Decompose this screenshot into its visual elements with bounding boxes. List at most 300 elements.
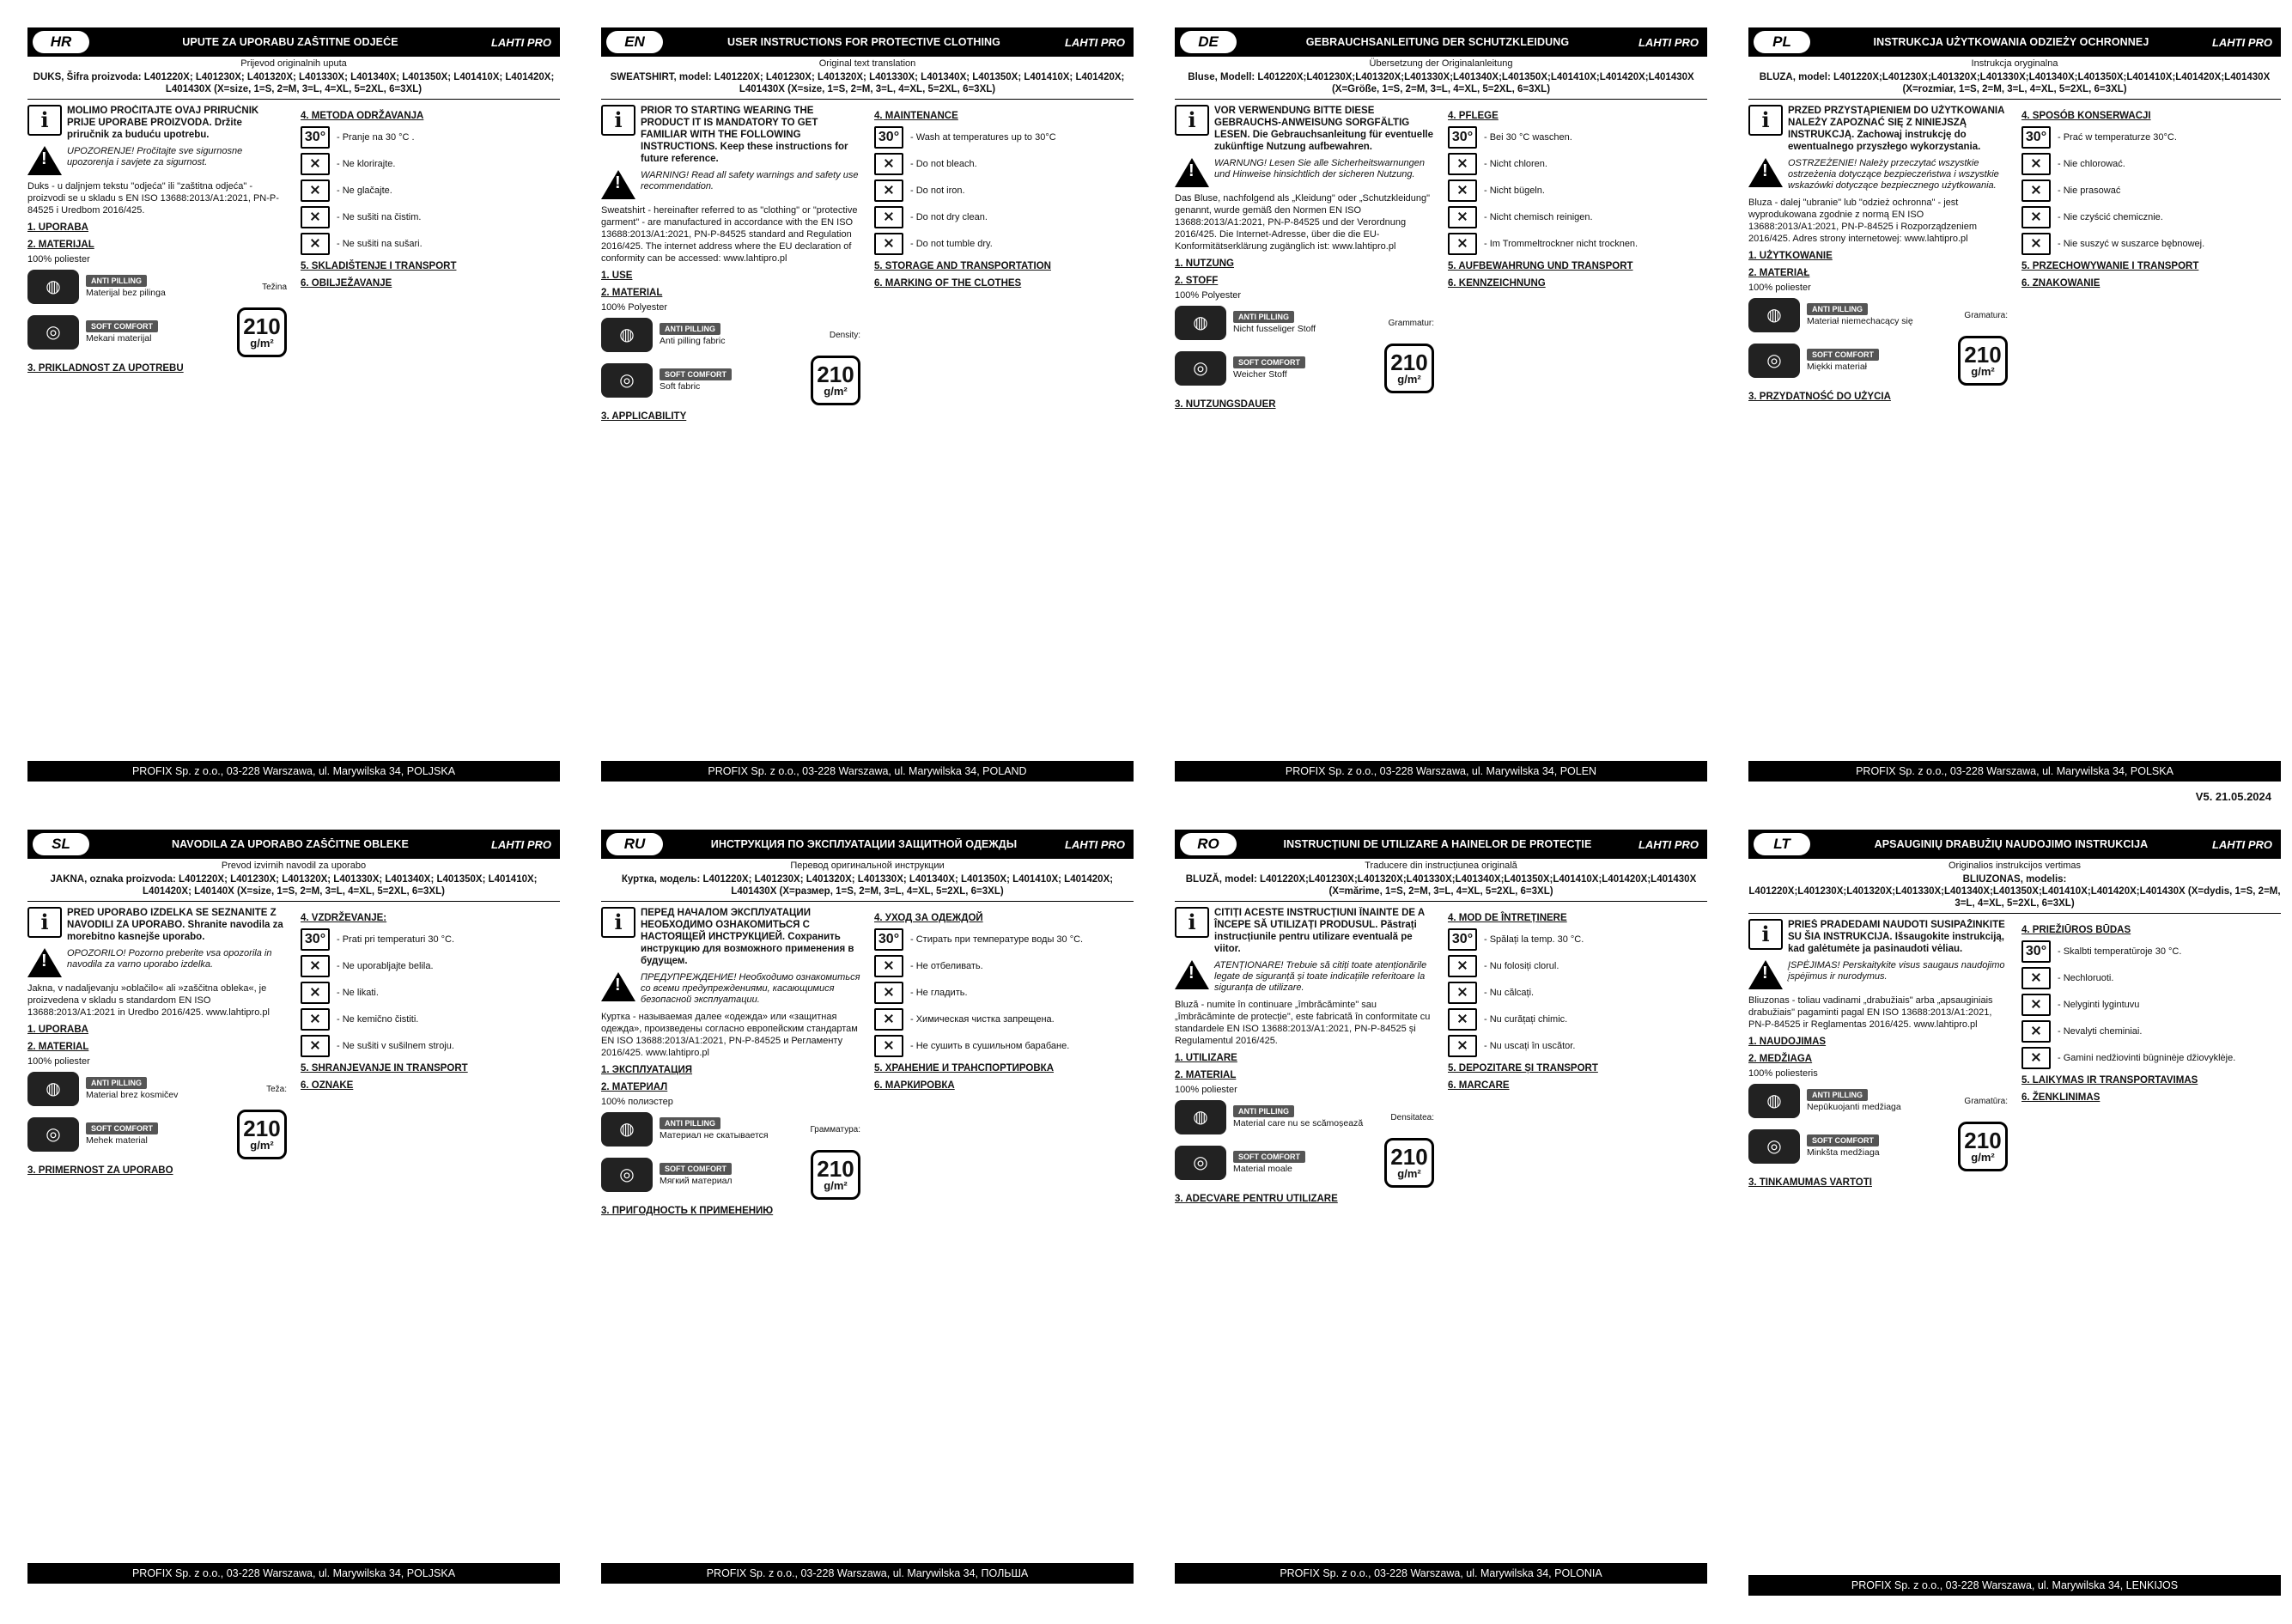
right-column (294, 907, 560, 1570)
soft-comfort-icon: ◎ (27, 1117, 79, 1152)
section-heading: 2. MEDŽIAGA (1748, 1054, 1813, 1064)
section-heading: 3. ADECVARE PENTRU UTILIZARE (1175, 1194, 1338, 1204)
weight-label: Gramatūra: (1964, 1096, 2008, 1106)
section-heading: 6. ŽENKLINIMAS (2021, 1092, 2100, 1103)
care-text: - Wash at temperatures up to 30°C (910, 132, 1056, 143)
section-heading: 1. UPORABA (27, 1025, 88, 1035)
panel-subtitle: Übersetzung der Originalanleitung (1369, 58, 1513, 69)
soft-comfort-row (601, 1150, 860, 1200)
section-heading: 6. MARCARE (1448, 1080, 1510, 1091)
panel-subtitle: Перевод оригинальной инструкции (790, 861, 945, 871)
care-symbol-icon: ⨯ (1448, 179, 1477, 202)
care-symbol-icon: ⨯ (2021, 179, 2051, 202)
anti-pilling-icon: ◍ (1175, 1100, 1226, 1134)
section-heading: 2. MATERIAŁ (1748, 268, 1810, 278)
care-symbol-icon: 30° (301, 126, 330, 149)
section-heading: 3. TINKAMUMAS VARTOTI (1748, 1177, 1872, 1188)
care-row (301, 955, 560, 977)
soft-comfort-label: Miękki materiał (1807, 362, 1868, 372)
care-row (874, 153, 1134, 175)
care-text: - Nechloruoti. (2058, 973, 2114, 983)
care-text: - Prati pri temperaturi 30 °C. (337, 934, 455, 945)
instruction-panel-ru (601, 830, 1134, 1579)
care-symbol-icon: 30° (1448, 126, 1477, 149)
anti-pilling-row (27, 1072, 287, 1106)
soft-comfort-icon: ◎ (601, 1158, 653, 1192)
material-text: 100% Polyester (1175, 290, 1242, 301)
care-symbol-icon: ⨯ (874, 955, 903, 977)
soft-comfort-row (27, 1110, 287, 1159)
care-text: - Nie suszyć w suszarce bębnowej. (2058, 239, 2205, 249)
intro-text: Bluză - numite în continuare „îmbrăcăminte" sau „îmbrăcăminte de protecție", este fabricată în conformitate cu standardele EN ISO 13688:2013/A1:2021, PN-P-84525 și Regulamentul 2016/425. (1175, 1000, 1431, 1046)
right-column (1441, 105, 1707, 768)
panel-footer: PROFIX Sp. z o.o., 03-228 Warszawa, ul. Marywilska 34, POLAND (601, 761, 1134, 782)
brand-logo: LAHTI PRO (1064, 35, 1125, 49)
intro-text: Das Bluse, nachfolgend als „Kleidung" oder „Schutzkleidung" genannt, wurde gemäß den Normen EN ISO 13688:2013/A1:2021, PN-P-84525 und der Verordnung 2016/425. Die Internet-Adresse, über die die EU-Konformitätserklärung zugänglich ist: www.lahtipro.pl (1175, 193, 1431, 252)
section-heading: 5. STORAGE AND TRANSPORTATION (874, 261, 1051, 271)
care-row (2021, 967, 2281, 989)
anti-pilling-badge: ANTI PILLING (86, 275, 147, 287)
section-heading: 2. MATERIAL (601, 288, 663, 298)
section-heading: 2. MATERIAL (27, 1042, 89, 1052)
weight-badge (237, 307, 287, 357)
material-text: 100% poliester (1175, 1085, 1237, 1095)
care-text: - Gamini nedžiovinti būgninėje džiovyklėje. (2058, 1053, 2236, 1063)
anti-pilling-label: Material care nu se scămoșează (1233, 1118, 1364, 1128)
section-heading: 2. MATERIJAL (27, 240, 94, 250)
panel-header (1175, 830, 1707, 859)
care-row (301, 928, 560, 951)
brand-logo: LAHTI PRO (490, 837, 551, 851)
weight-unit: g/m² (824, 1179, 848, 1192)
weight-unit: g/m² (1397, 373, 1421, 386)
care-text: - Nu curățați chimic. (1484, 1014, 1568, 1025)
weight-badge (1958, 1122, 2008, 1171)
intro-text: Bliuzonas - toliau vadinami „drabužiais" arba „apsauginiais drabužiais" pagaminti pagal EN ISO 13688:2013/A1:2021, PN-P-84525 ir Reglamentas 2016/425. www.lahtipro.pl (1748, 995, 1993, 1030)
care-row (2021, 153, 2281, 175)
care-text: - Nu folosiți clorul. (1484, 961, 1559, 971)
material-text: 100% Polyester (601, 302, 668, 313)
soft-comfort-icon: ◎ (601, 363, 653, 398)
weight-label: Density: (829, 330, 860, 340)
care-text: - Nicht chemisch reinigen. (1484, 212, 1593, 222)
panel-footer: PROFIX Sp. z o.o., 03-228 Warszawa, ul. Marywilska 34, POLJSKA (27, 761, 560, 782)
section-heading: 2. STOFF (1175, 276, 1219, 286)
care-symbol-icon: ⨯ (874, 1008, 903, 1031)
care-symbol-icon: ⨯ (1448, 955, 1477, 977)
care-text: - Nie czyścić chemicznie. (2058, 212, 2163, 222)
care-text: - Spălați la temp. 30 °C. (1484, 934, 1584, 945)
intro-text: Duks - u daljnjem tekstu "odjeća" ili "zaštitna odjeća" - proizvodi se u skladu s EN ISO 13688:2013/A1:2021, PN-P-84525 i Uredbom 2016/425. (27, 181, 279, 216)
brand-logo: LAHTI PRO (490, 35, 551, 49)
care-symbol-icon: ⨯ (301, 233, 330, 255)
section-heading: 5. AUFBEWAHRUNG UND TRANSPORT (1448, 261, 1633, 271)
care-row (1448, 206, 1707, 228)
panel-footer: PROFIX Sp. z o.o., 03-228 Warszawa, ul. Marywilska 34, POLEN (1175, 761, 1707, 782)
anti-pilling-badge: ANTI PILLING (1807, 1089, 1868, 1101)
instruction-panel-ro (1175, 830, 1707, 1579)
section-heading: 6. ZNAKOWANIE (2021, 278, 2100, 289)
warning-triangle-icon (601, 170, 635, 199)
intro-text: Bluza - dalej "ubranie" lub "odzież ochronna" - jest wyprodukowana zgodnie z normą EN ISO 13688:2013/A1:2021, PN-P-84525 i Rozporządzeniem 2016/425. Adres strony internetowej: www.lahtipro.pl (1748, 198, 1978, 244)
care-text: - Не сушить в сушильном барабане. (910, 1041, 1070, 1051)
section-heading: 1. NUTZUNG (1175, 259, 1234, 269)
warning-triangle-icon (1748, 158, 1783, 187)
warning-triangle-icon (1175, 158, 1209, 187)
panel-title: ИНСТРУКЦИЯ ПО ЭКСПЛУАТАЦИИ ЗАЩИТНОЙ ОДЕЖДЫ (710, 838, 1018, 850)
weight-label: Težina (262, 282, 287, 292)
care-text: - Do not dry clean. (910, 212, 988, 222)
version-label: V5. 21.05.2024 (2195, 790, 2271, 803)
brand-logo: LAHTI PRO (1064, 837, 1125, 851)
material-text: 100% poliester (1748, 283, 1811, 293)
anti-pilling-label: Nicht fusseliger Stoff (1233, 324, 1316, 334)
weight-label: Grammatur: (1388, 318, 1434, 328)
care-symbol-icon: ⨯ (2021, 206, 2051, 228)
care-text: - Pranje na 30 °C . (337, 132, 415, 143)
weight-unit: g/m² (824, 385, 848, 398)
section-heading: 1. UTILIZARE (1175, 1053, 1237, 1063)
material-text: 100% полиэстер (601, 1097, 673, 1107)
care-text: - Не отбеливать. (910, 961, 983, 971)
care-text: - Ne glačajte. (337, 186, 392, 196)
safety-warning: ĮSPĖJIMAS! Perskaitykite visus saugaus naudojimo įspėjimus ir nurodymus. (1788, 960, 2005, 982)
care-symbol-icon: ⨯ (301, 955, 330, 977)
soft-comfort-label: Material moale (1233, 1164, 1292, 1174)
section-heading: 6. МАРКИРОВКА (874, 1080, 955, 1091)
instruction-panel-pl (1748, 27, 2281, 777)
care-text: - Bei 30 °C waschen. (1484, 132, 1572, 143)
weight-badge (811, 1150, 860, 1200)
care-row (874, 206, 1134, 228)
soft-comfort-label: Soft fabric (660, 381, 701, 392)
panel-title: UPUTE ZA UPORABU ZAŠTITNE ODJEĆE (182, 36, 398, 48)
weight-value: 210 (1964, 1128, 2002, 1153)
care-text: - Ne sušiti na čistim. (337, 212, 422, 222)
care-row (874, 1035, 1134, 1057)
weight-value: 210 (243, 313, 281, 339)
right-column (867, 907, 1134, 1570)
care-row (1448, 153, 1707, 175)
weight-value: 210 (1964, 342, 2002, 368)
soft-comfort-label: Mekani materijal (86, 333, 152, 344)
soft-comfort-row (1748, 1122, 2008, 1171)
section-heading: 6. MARKING OF THE CLOTHES (874, 278, 1022, 289)
model-line: SWEATSHIRT, model: L401220X; L401230X; L401320X; L401330X; L401340X; L401350X; L401410X; L401420X; L401430X (X=size, 1=S, 2=M, 3=L, 4=XL, 5=2XL, 6=3XL) (601, 70, 1134, 100)
panel-title: GEBRAUCHSANLEITUNG DER SCHUTZKLEIDUNG (1305, 36, 1570, 48)
safety-warning: OSTRZEŻENIE! Należy przeczytać wszystkie ostrzeżenia dotyczące bezpieczeństwa i wszystkie wskazówki dotyczące bezpiecznego użytkowania. (1788, 158, 1999, 191)
care-text: - Ne kemično čistiti. (337, 1014, 419, 1025)
panel-title: APSAUGINIŲ DRABUŽIŲ NAUDOJIMO INSTRUKCIJA (1874, 838, 2149, 850)
panel-footer: PROFIX Sp. z o.o., 03-228 Warszawa, ul. Marywilska 34, ПОЛЬША (601, 1563, 1134, 1584)
manual-book-icon: i (27, 105, 62, 136)
weight-unit: g/m² (250, 1139, 274, 1152)
anti-pilling-label: Материал не скатывается (660, 1130, 769, 1140)
care-row (1448, 928, 1707, 951)
care-text: - Nie prasować (2058, 186, 2121, 196)
anti-pilling-row (1175, 1100, 1434, 1134)
safety-warning: WARNING! Read all safety warnings and safety use recommendation. (641, 170, 859, 192)
soft-comfort-badge: SOFT COMFORT (1807, 349, 1879, 361)
left-column (27, 907, 294, 1570)
section-heading: 3. PRIKLADNOST ZA UPOTREBU (27, 363, 184, 374)
section-heading: 5. DEPOZITARE ȘI TRANSPORT (1448, 1063, 1598, 1074)
care-row (301, 126, 560, 149)
care-symbol-icon: ⨯ (874, 1035, 903, 1057)
weight-value: 210 (817, 1156, 854, 1182)
brand-logo: LAHTI PRO (2211, 35, 2272, 49)
care-row (1448, 179, 1707, 202)
panel-subtitle: Originalios instrukcijos vertimas (1948, 861, 2082, 871)
section-heading: 1. ЭКСПЛУАТАЦИЯ (601, 1065, 693, 1075)
care-row (874, 982, 1134, 1004)
safety-warning: OPOZORILO! Pozorno preberite vsa opozorila in navodila za varno uporabo izdelka. (67, 948, 272, 970)
care-text: - Не гладить. (910, 988, 968, 998)
care-row (874, 1008, 1134, 1031)
care-symbol-icon: ⨯ (1448, 1008, 1477, 1031)
soft-comfort-badge: SOFT COMFORT (1233, 1151, 1305, 1163)
care-symbol-icon: ⨯ (2021, 994, 2051, 1016)
weight-label: Densitatea: (1390, 1112, 1434, 1122)
intro-text: Куртка - называемая далее «одежда» или «защитная одежда», произведены согласно европейским стандартам EN ISO 13688:2013/A1:2021, PN-P-84525 и Регламенту 2016/425. www.lahtipro.pl (601, 1012, 858, 1058)
language-badge: PL (1754, 31, 1810, 53)
model-line: BLUZĂ, model: L401220X;L401230X;L401320X;L401330X;L401340X;L401350X;L401410X;L401420X;L401430X (X=mărime, 1=S, 2=M, 3=L, 4=XL, 5=2XL, 6=3XL) (1175, 872, 1707, 902)
section-heading: 1. USE (601, 271, 633, 281)
section-heading: 5. PRZECHOWYWANIE I TRANSPORT (2021, 261, 2199, 271)
instruction-panel-hr (27, 27, 560, 777)
anti-pilling-badge: ANTI PILLING (1233, 1105, 1294, 1117)
weight-value: 210 (817, 362, 854, 387)
instruction-panel-en (601, 27, 1134, 777)
left-column (1175, 105, 1441, 768)
care-row (2021, 206, 2281, 228)
care-row (2021, 233, 2281, 255)
panel-header (1175, 27, 1707, 57)
brand-logo: LAHTI PRO (1638, 35, 1699, 49)
section-heading: 4. METODA ODRŽAVANJA (301, 111, 424, 121)
anti-pilling-label: Material brez kosmičev (86, 1090, 179, 1100)
soft-comfort-row (601, 356, 860, 405)
care-symbol-icon: ⨯ (1448, 982, 1477, 1004)
weight-label: Грамматура: (810, 1124, 860, 1134)
anti-pilling-icon: ◍ (1748, 1084, 1800, 1118)
language-badge: DE (1180, 31, 1237, 53)
manual-book-icon: i (601, 105, 635, 136)
care-row (1448, 1035, 1707, 1057)
anti-pilling-row (1748, 1084, 2008, 1118)
panel-header (601, 27, 1134, 57)
model-line: BLIUZONAS, modelis: L401220X;L401230X;L401320X;L401330X;L401340X;L401350X;L401410X;L401420X;L401430X (X=dydis, 1=S, 2=M, 3=L, 4=XL, 5=2XL, 6=3XL) (1748, 872, 2281, 914)
care-symbol-icon: ⨯ (874, 233, 903, 255)
soft-comfort-icon: ◎ (1748, 344, 1800, 378)
care-row (301, 982, 560, 1004)
care-row (2021, 1020, 2281, 1043)
weight-badge (811, 356, 860, 405)
read-warning: PRED UPORABO IZDELKA SE SEZNANITE Z NAVODILI ZA UPORABO. Shranite navodila za morebitno kasnejše uporabo. (67, 908, 283, 942)
panel-title: INSTRUCȚIUNI DE UTILIZARE A HAINELOR DE PROTECȚIE (1283, 838, 1592, 850)
anti-pilling-row (1748, 298, 2008, 332)
model-line: DUKS, Šifra proizvoda: L401220X; L401230X; L401320X; L401330X; L401340X; L401350X; L401410X; L401420X; L401430X (X=size, 1=S, 2=M, 3=L, 4=XL, 5=2XL, 6=3XL) (27, 70, 560, 100)
anti-pilling-label: Anti pilling fabric (660, 336, 726, 346)
care-symbol-icon: 30° (1448, 928, 1477, 951)
care-row (874, 955, 1134, 977)
section-heading: 4. PRIEŽIŪROS BŪDAS (2021, 925, 2131, 935)
care-row (2021, 940, 2281, 963)
section-heading: 6. OBILJEŽAVANJE (301, 278, 392, 289)
anti-pilling-badge: ANTI PILLING (86, 1077, 147, 1089)
care-text: - Nie chlorować. (2058, 159, 2125, 169)
panel-footer: PROFIX Sp. z o.o., 03-228 Warszawa, ul. Marywilska 34, POLSKA (1748, 761, 2281, 782)
intro-text: Sweatshirt - hereinafter referred to as "clothing" or "protective garment" - are manufactured in accordance with the EN ISO 13688:2013/A1:2021, PN-P-84525 standard and Regulation 2016/425. The internet address where the EU declaration of conformity can be accessed: www.lahtipro.pl (601, 205, 858, 264)
section-heading: 5. SKLADIŠTENJE I TRANSPORT (301, 261, 457, 271)
left-column (601, 907, 867, 1570)
weight-value: 210 (1390, 1144, 1428, 1170)
care-symbol-icon: ⨯ (301, 982, 330, 1004)
care-symbol-icon: ⨯ (874, 179, 903, 202)
left-column (1748, 105, 2015, 768)
soft-comfort-badge: SOFT COMFORT (86, 1122, 158, 1134)
soft-comfort-label: Мягкий материал (660, 1176, 733, 1186)
soft-comfort-badge: SOFT COMFORT (1233, 356, 1305, 368)
brand-logo: LAHTI PRO (1638, 837, 1699, 851)
care-text: - Ne likati. (337, 988, 379, 998)
care-symbol-icon: ⨯ (2021, 1020, 2051, 1043)
care-row (2021, 179, 2281, 202)
panel-title: INSTRUKCJA UŻYTKOWANIA ODZIEŻY OCHRONNEJ (1873, 36, 2149, 48)
panel-title: USER INSTRUCTIONS FOR PROTECTIVE CLOTHING (727, 36, 1000, 48)
care-row (2021, 994, 2281, 1016)
care-symbol-icon: ⨯ (2021, 1047, 2051, 1069)
section-heading: 1. UŻYTKOWANIE (1748, 251, 1833, 261)
intro-text: Jakna, v nadaljevanju »oblačilo« ali »zaščitna obleka«, je proizvedena v skladu s standardom EN ISO 13688:2013/A1:2021 in Uredbo 2016/425. www.lahtipro.pl (27, 983, 270, 1018)
care-symbol-icon: ⨯ (874, 206, 903, 228)
anti-pilling-row (601, 1112, 860, 1147)
care-row (301, 206, 560, 228)
right-column (1441, 907, 1707, 1570)
anti-pilling-badge: ANTI PILLING (660, 1117, 720, 1129)
weight-badge (1958, 336, 2008, 386)
soft-comfort-badge: SOFT COMFORT (660, 1163, 732, 1175)
weight-badge (1384, 344, 1434, 393)
section-heading: 2. МАТЕРИАЛ (601, 1082, 668, 1092)
soft-comfort-badge: SOFT COMFORT (660, 368, 732, 380)
care-text: - Ne klorirajte. (337, 159, 396, 169)
model-line: Bluse, Modell: L401220X;L401230X;L401320X;L401330X;L401340X;L401350X;L401410X;L401420X;L401430X (X=Größe, 1=S, 2=M, 3=L, 4=XL, 5=2XL, 6=3XL) (1175, 70, 1707, 100)
model-line: BLUZA, model: L401220X;L401230X;L401320X;L401330X;L401340X;L401350X;L401410X;L401420X;L401430X (X=rozmiar, 1=S, 2=M, 3=L, 4=XL, 5=2XL, 6=3XL) (1748, 70, 2281, 100)
soft-comfort-label: Minkšta medžiaga (1807, 1147, 1880, 1158)
care-row (1448, 126, 1707, 149)
material-text: 100% poliesteris (1748, 1068, 1818, 1079)
section-heading: 2. MATERIAL (1175, 1070, 1237, 1080)
care-symbol-icon: ⨯ (1448, 153, 1477, 175)
care-row (874, 233, 1134, 255)
care-symbol-icon: ⨯ (301, 179, 330, 202)
language-badge: RO (1180, 833, 1237, 855)
care-text: - Nevalyti cheminiai. (2058, 1026, 2143, 1037)
panel-title: NAVODILA ZA UPORABO ZAŠČITNE OBLEKE (171, 838, 409, 850)
manual-book-icon: i (1175, 105, 1209, 136)
care-symbol-icon: ⨯ (301, 206, 330, 228)
right-column (294, 105, 560, 768)
anti-pilling-icon: ◍ (27, 1072, 79, 1106)
section-heading: 5. SHRANJEVANJE IN TRANSPORT (301, 1063, 468, 1074)
left-column (27, 105, 294, 768)
care-row (1448, 982, 1707, 1004)
soft-comfort-badge: SOFT COMFORT (1807, 1134, 1879, 1147)
anti-pilling-icon: ◍ (1748, 298, 1800, 332)
warning-triangle-icon (27, 146, 62, 175)
care-row (301, 1035, 560, 1057)
read-warning: PRIOR TO STARTING WEARING THE PRODUCT IT IS MANDATORY TO GET FAMILIAR WITH THE FOLLOWING INSTRUCTIONS. Keep these instructions for future reference. (641, 106, 848, 164)
panel-footer: PROFIX Sp. z o.o., 03-228 Warszawa, ul. Marywilska 34, POLONIA (1175, 1563, 1707, 1584)
soft-comfort-icon: ◎ (27, 315, 79, 350)
section-heading: 6. KENNZEICHNUNG (1448, 278, 1546, 289)
anti-pilling-badge: ANTI PILLING (660, 323, 720, 335)
care-text: - Химическая чистка запрещена. (910, 1014, 1055, 1025)
weight-unit: g/m² (1397, 1167, 1421, 1180)
care-text: - Стирать при температуре воды 30 °C. (910, 934, 1084, 945)
panel-header (27, 27, 560, 57)
section-heading: 3. PRIMERNOST ZA UPORABO (27, 1165, 173, 1176)
manual-book-icon: i (1748, 919, 1783, 950)
safety-warning: UPOZORENJE! Pročitajte sve sigurnosne upozorenja i savjete za sigurnost. (67, 146, 243, 167)
section-heading: 1. NAUDOJIMAS (1748, 1037, 1827, 1047)
section-heading: 5. LAIKYMAS IR TRANSPORTAVIMAS (2021, 1075, 2198, 1086)
panel-header (27, 830, 560, 859)
manual-book-icon: i (1748, 105, 1783, 136)
right-column (2015, 105, 2281, 768)
soft-comfort-icon: ◎ (1748, 1129, 1800, 1164)
care-text: - Nicht chloren. (1484, 159, 1547, 169)
instruction-panel-de (1175, 27, 1707, 777)
anti-pilling-label: Nepūkuojanti medžiaga (1807, 1102, 1901, 1112)
care-text: - Im Trommeltrockner nicht trocknen. (1484, 239, 1638, 249)
care-symbol-icon: ⨯ (301, 1008, 330, 1031)
care-symbol-icon: 30° (874, 928, 903, 951)
anti-pilling-label: Materiał niemechacący się (1807, 316, 1913, 326)
soft-comfort-icon: ◎ (1175, 351, 1226, 386)
soft-comfort-row (1175, 1138, 1434, 1188)
panel-header (601, 830, 1134, 859)
care-row (1448, 233, 1707, 255)
care-text: - Skalbti temperatūroje 30 °C. (2058, 946, 2182, 957)
anti-pilling-badge: ANTI PILLING (1233, 311, 1294, 323)
soft-comfort-label: Weicher Stoff (1233, 369, 1287, 380)
soft-comfort-row (1748, 336, 2008, 386)
warning-triangle-icon (1748, 960, 1783, 989)
read-warning: VOR VERWENDUNG BITTE DIESE GEBRAUCHS-ANWEISUNG SORGFÄLTIG LESEN. Die Gebrauchsanleitung für eventuelle zukünftige Nutzung aufbewahren. (1214, 106, 1433, 152)
weight-value: 210 (243, 1116, 281, 1141)
left-column (1175, 907, 1441, 1570)
soft-comfort-row (1175, 344, 1434, 393)
section-heading: 5. ХРАНЕНИЕ И ТРАНСПОРТИРОВКА (874, 1063, 1055, 1074)
anti-pilling-icon: ◍ (601, 318, 653, 352)
panel-subtitle: Original text translation (818, 58, 916, 69)
anti-pilling-badge: ANTI PILLING (1807, 303, 1868, 315)
care-symbol-icon: ⨯ (1448, 233, 1477, 255)
panel-header (1748, 830, 2281, 859)
weight-unit: g/m² (1971, 1151, 1995, 1164)
anti-pilling-icon: ◍ (601, 1112, 653, 1147)
section-heading: 4. SPOSÓB KONSERWACJI (2021, 111, 2151, 121)
read-warning: CITIȚI ACESTE INSTRUCȚIUNI ÎNAINTE DE A ÎNCEPE SĂ UTILIZAȚI PRODUSUL. Păstrați instrucțiunile pentru utilizare eventuală pe viitor. (1214, 908, 1425, 954)
section-heading: 4. VZDRŽEVANJE: (301, 913, 387, 923)
language-badge: HR (33, 31, 89, 53)
panel-subtitle: Instrukcja oryginalna (1971, 58, 2058, 69)
anti-pilling-icon: ◍ (1175, 306, 1226, 340)
care-text: - Prać w temperaturze 30°C. (2058, 132, 2177, 143)
material-text: 100% poliester (27, 1056, 90, 1067)
